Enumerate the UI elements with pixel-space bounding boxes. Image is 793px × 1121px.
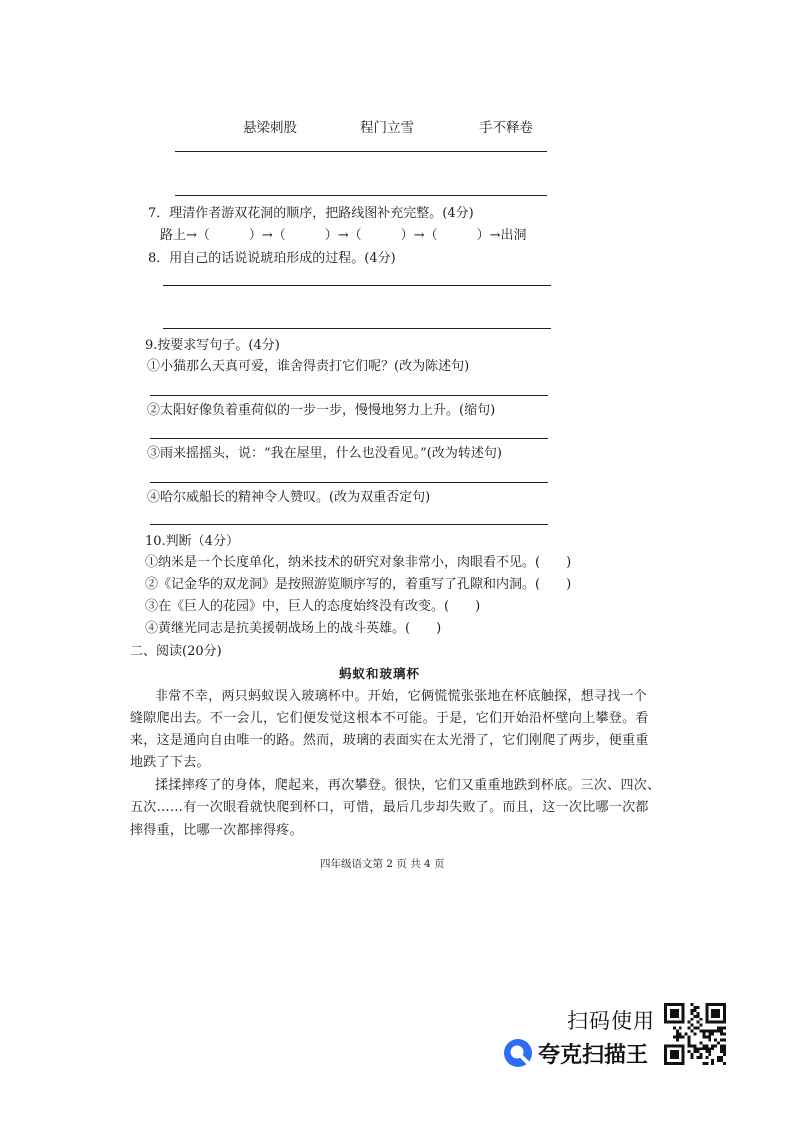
idiom-2: 程门立雪 [360,120,414,136]
idiom-1: 悬梁刺股 [243,120,297,136]
passage-line: 非常不幸，两只蚂蚁误入玻璃杯中。开始，它俩慌慌张张地在杯底触探，想寻找一个 [155,689,648,704]
passage-line: 摔得重，比哪一次都摔得疼。 [130,823,303,838]
question-10-item-4: ④黄继光同志是抗美援朝战场上的战斗英雄。( ) [145,621,442,636]
question-7-route: 路上→（ ）→（ ）→（ ）→（ ）→出洞 [160,228,527,243]
answer-line [150,482,548,483]
answer-line [150,524,548,525]
answer-line [150,438,548,439]
question-9-item-2: ②太阳好像负着重荷似的一步一步，慢慢地努力上升。(缩句) [147,403,496,418]
passage-line: 揉揉摔疼了的身体，爬起来，再次攀登。很快，它们又重重地跌到杯底。三次、四次、 [155,778,661,793]
answer-line [163,285,551,286]
page-footer: 四年级语文第 2 页 共 4 页 [320,858,445,870]
question-10-title: 10.判断（4分） [145,534,239,549]
question-9-item-1: ①小猫那么天真可爱，谁舍得责打它们呢？(改为陈述句) [147,359,470,374]
idiom-3: 手不释卷 [479,120,533,136]
answer-line [150,395,548,396]
question-9-title: 9.按要求写句子。(4分) [145,338,280,353]
qr-code-icon [664,1003,726,1065]
answer-line [163,328,551,329]
answer-line [175,151,547,152]
scan-label: 扫码使用 [567,1009,655,1033]
question-10-item-2: ②《记金华的双龙洞》是按照游览顺序写的，着重写了孔隙和内洞。( ) [145,577,572,592]
passage-line: 来，这是通向自由唯一的路。然而，玻璃的表面实在太光滑了，它们刚爬了两步，便重重 [130,733,649,748]
brand-name: 夸克扫描王 [538,1043,649,1068]
passage-title: 蚂蚁和玻璃杯 [339,666,421,681]
question-7-title: 7．理清作者游双花洞的顺序，把路线图补充完整。(4分) [148,206,474,221]
question-10-item-1: ①纳米是一个长度单化，纳米技术的研究对象非常小，肉眼看不见。( ) [145,555,572,570]
answer-line [175,195,547,196]
passage-line: 地跌了下去。 [130,755,210,770]
passage-line: 五次……有一次眼看就快爬到杯口，可惜，最后几步却失败了。而且，这一次比哪一次都 [130,800,649,815]
passage-line: 缝隙爬出去。不一会儿，它们便发觉这根本不可能。于是，它们开始沿杯壁向上攀登。看 [130,711,649,726]
section-2-title: 二、阅读(20分) [130,644,222,659]
question-8-title: 8．用自己的话说说琥珀形成的过程。(4分) [148,251,396,266]
brand-logo-icon [503,1038,533,1068]
question-9-item-4: ④哈尔威船长的精神令人赞叹。(改为双重否定句) [147,490,431,505]
question-10-item-3: ③在《巨人的花园》中，巨人的态度始终没有改变。( ) [145,599,481,614]
question-9-item-3: ③雨来摇摇头，说：“我在屋里，什么也没看见。”(改为转述句) [147,446,502,461]
